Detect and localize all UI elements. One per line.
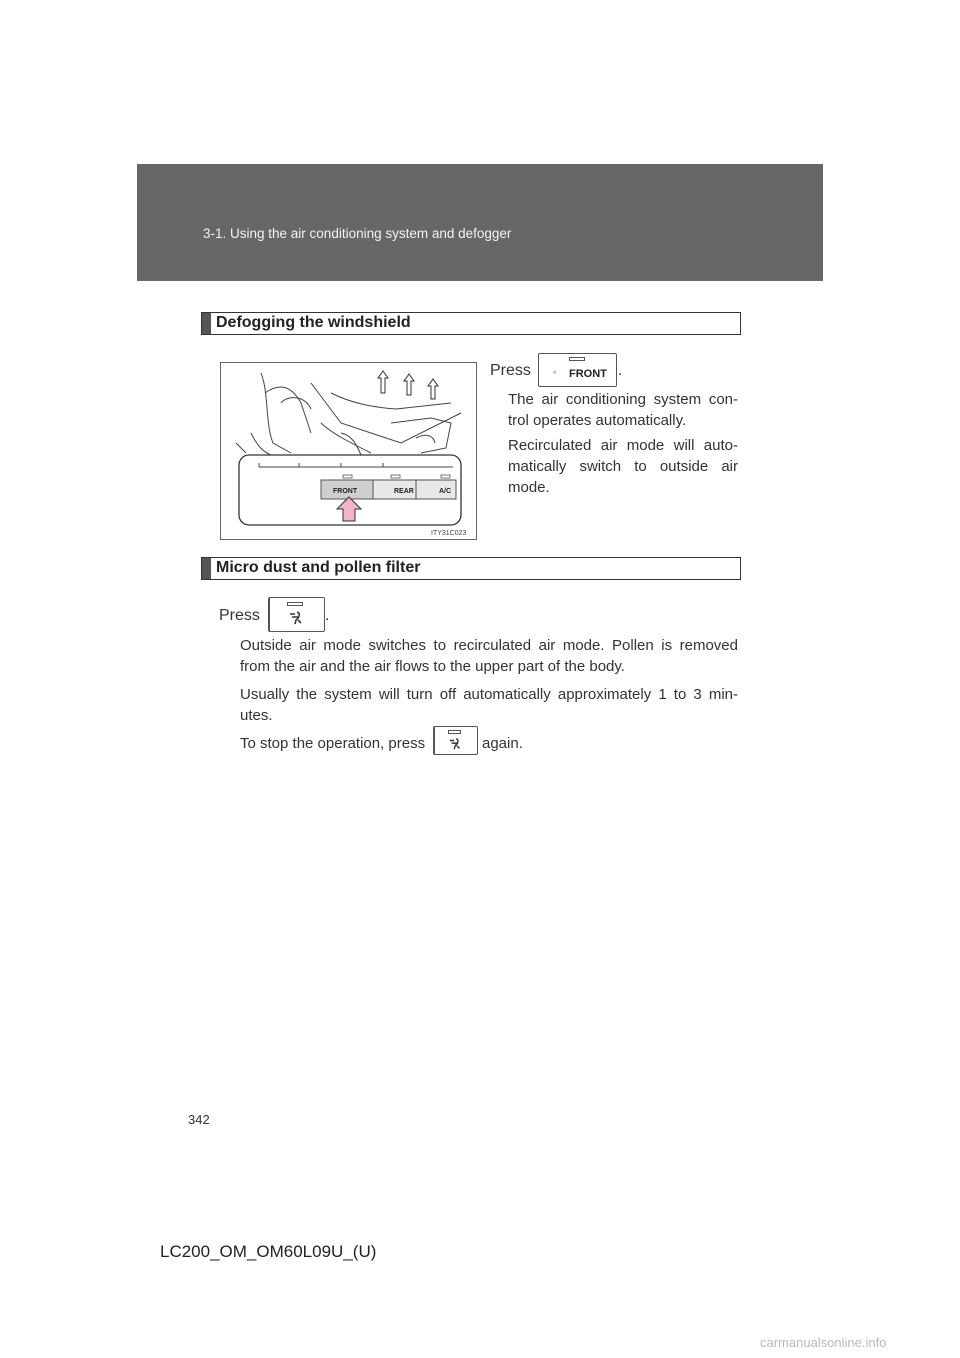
page-number: 342 xyxy=(188,1112,210,1127)
pollen-filter-icon xyxy=(447,737,465,751)
filter-note-1-line-2: from the air and the air flows to the upper part of the body. xyxy=(240,658,625,675)
windshield-defog-illustration xyxy=(220,362,477,540)
pollen-filter-button xyxy=(268,597,325,632)
section-heading-marker xyxy=(202,558,211,579)
pollen-filter-button-inline xyxy=(433,726,478,755)
pollen-filter-icon xyxy=(287,610,307,626)
defog-press-label: Press xyxy=(490,362,531,379)
defog-note-1-line-2: trol operates automatically. xyxy=(508,412,687,429)
section-heading-text: Defogging the windshield xyxy=(216,314,411,331)
figure-code: ITY31C023 xyxy=(431,530,467,537)
defog-note-2-line-3: mode. xyxy=(508,479,550,496)
filter-stop-again: again. xyxy=(482,735,523,752)
button-indicator-light xyxy=(448,730,461,734)
defog-note-2-line-2: matically switch to outside air xyxy=(508,458,738,475)
front-defroster-button xyxy=(538,353,617,387)
header-section-title: 3-1. Using the air conditioning system and defogger xyxy=(203,226,512,241)
section-heading-marker xyxy=(202,313,211,334)
header-band xyxy=(137,164,823,281)
document-code: LC200_OM_OM60L09U_(U) xyxy=(160,1242,377,1261)
front-button-label: FRONT xyxy=(569,368,607,380)
defog-note-2-line-1: Recirculated air mode will auto- xyxy=(508,437,738,454)
button-indicator-light xyxy=(287,602,303,606)
filter-note-1-line-1: Outside air mode switches to recirculated air mode. Pollen is removed xyxy=(240,637,738,654)
defog-press-dot: . xyxy=(618,362,623,379)
button-indicator-light xyxy=(569,357,585,361)
section-heading-filter xyxy=(201,557,741,580)
panel-button-ac: A/C xyxy=(439,488,452,495)
watermark: carmanualsonline.info xyxy=(760,1335,887,1350)
defroster-icon: ﾟ xyxy=(553,371,559,383)
panel-button-rear: REAR xyxy=(394,488,414,495)
panel-button-front: FRONT xyxy=(333,488,358,495)
filter-press-label: Press xyxy=(219,607,260,624)
dashboard-drawing xyxy=(221,363,476,539)
filter-stop-text: To stop the operation, press xyxy=(240,735,426,752)
section-heading-text: Micro dust and pollen filter xyxy=(216,559,421,576)
filter-note-2-line-1: Usually the system will turn off automatically approximately 1 to 3 min- xyxy=(240,686,738,703)
filter-press-dot: . xyxy=(325,607,330,624)
defog-note-1-line-1: The air conditioning system con- xyxy=(508,391,738,408)
filter-note-2-line-2: utes. xyxy=(240,707,273,724)
section-heading-defog xyxy=(201,312,741,335)
